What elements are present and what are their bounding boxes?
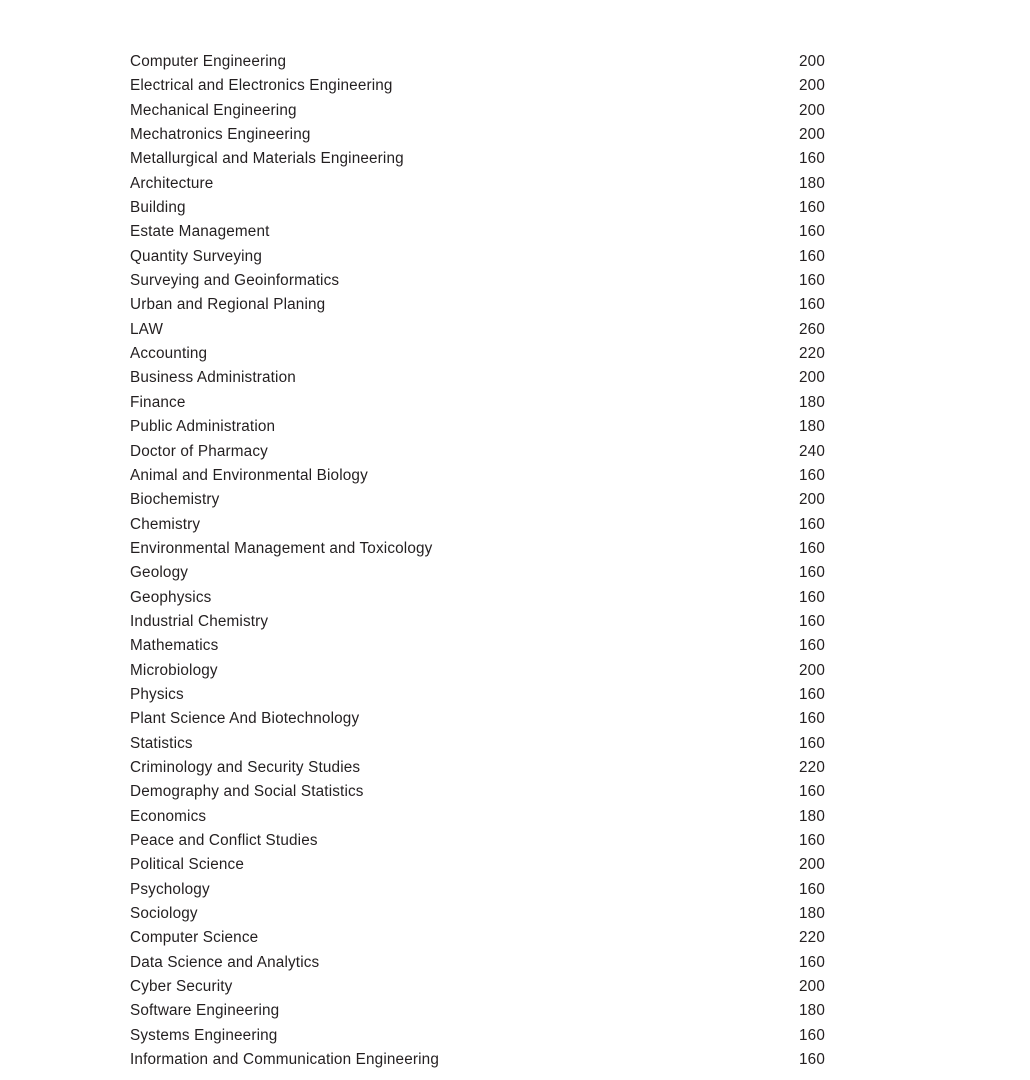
programme-name: Plant Science And Biotechnology xyxy=(130,710,360,728)
programme-name: Urban and Regional Planing xyxy=(130,296,326,314)
table-row xyxy=(130,513,825,537)
table-row xyxy=(130,440,825,464)
programme-name: Physics xyxy=(130,685,184,703)
table-row xyxy=(130,415,825,439)
programme-units: 260 xyxy=(799,320,825,338)
programme-name: Computer Engineering xyxy=(130,53,287,70)
table-row xyxy=(130,707,825,731)
table-row xyxy=(130,610,825,634)
table-row xyxy=(130,245,825,269)
programme-units: 160 xyxy=(799,953,825,971)
programme-name: Public Administration xyxy=(130,418,276,436)
table-row xyxy=(130,537,825,561)
programme-units: 160 xyxy=(799,710,825,728)
table-row xyxy=(130,123,825,147)
programme-name: Estate Management xyxy=(130,223,270,241)
table-row xyxy=(130,464,825,488)
programme-name: Mechanical Engineering xyxy=(130,101,297,119)
programme-units: 200 xyxy=(799,101,825,119)
programme-name: Microbiology xyxy=(130,661,218,679)
table-row xyxy=(130,829,825,853)
table-row xyxy=(130,732,825,756)
programme-units: 160 xyxy=(799,734,825,752)
programme-name: Accounting xyxy=(130,345,208,363)
programme-units: 160 xyxy=(799,515,825,533)
programme-name: Demography and Social Statistics xyxy=(130,783,364,801)
programme-name: Economics xyxy=(130,807,207,825)
programme-name: Surveying and Geoinformatics xyxy=(130,272,340,290)
programme-unit-list xyxy=(130,50,825,1072)
programme-name: Finance xyxy=(130,393,186,411)
table-row xyxy=(130,293,825,317)
programme-units: 200 xyxy=(799,77,825,95)
programme-name: Data Science and Analytics xyxy=(130,953,320,971)
programme-units: 160 xyxy=(799,783,825,801)
programme-name: Quantity Surveying xyxy=(130,247,262,265)
programme-units: 160 xyxy=(799,1051,825,1069)
table-row xyxy=(130,366,825,390)
programme-name: Environmental Management and Toxicology xyxy=(130,539,433,557)
programme-units: 160 xyxy=(799,588,825,606)
table-row xyxy=(130,951,825,975)
programme-name: Psychology xyxy=(130,880,210,898)
table-row xyxy=(130,391,825,415)
programme-units: 160 xyxy=(799,637,825,655)
programme-units: 200 xyxy=(799,661,825,679)
table-row xyxy=(130,975,825,999)
table-row xyxy=(130,659,825,683)
programme-name: Computer Science xyxy=(130,929,259,947)
programme-name: Mathematics xyxy=(130,637,219,655)
programme-units: 200 xyxy=(799,491,825,509)
programme-name: Criminology and Security Studies xyxy=(130,758,361,776)
programme-name: Peace and Conflict Studies xyxy=(130,832,318,849)
programme-name: Metallurgical and Materials Engineering xyxy=(130,150,404,168)
table-row xyxy=(130,488,825,512)
table-row xyxy=(130,1048,825,1072)
programme-units: 180 xyxy=(799,1002,825,1020)
programme-name: Systems Engineering xyxy=(130,1026,278,1044)
programme-name: Geophysics xyxy=(130,588,212,606)
programme-units: 180 xyxy=(799,905,825,923)
table-row xyxy=(130,586,825,610)
table-row xyxy=(130,634,825,658)
table-row xyxy=(130,999,825,1023)
table-row xyxy=(130,50,825,74)
programme-units: 160 xyxy=(799,466,825,484)
programme-name: Mechatronics Engineering xyxy=(130,126,311,144)
table-row xyxy=(130,878,825,902)
programme-name: Doctor of Pharmacy xyxy=(130,442,268,460)
programme-name: LAW xyxy=(130,320,164,338)
programme-name: Electrical and Electronics Engineering xyxy=(130,77,393,95)
programme-units: 160 xyxy=(799,539,825,557)
programme-units: 220 xyxy=(799,345,825,363)
table-row xyxy=(130,756,825,780)
programme-name: Business Administration xyxy=(130,369,296,387)
programme-units: 180 xyxy=(799,807,825,825)
programme-units: 220 xyxy=(799,929,825,947)
programme-units: 160 xyxy=(799,150,825,168)
table-row xyxy=(130,318,825,342)
programme-units: 160 xyxy=(799,296,825,314)
programme-name: Information and Communication Engineering xyxy=(130,1051,439,1069)
programme-units: 160 xyxy=(799,880,825,898)
programme-units: 200 xyxy=(799,126,825,144)
programme-units: 160 xyxy=(799,685,825,703)
programme-name: Animal and Environmental Biology xyxy=(130,466,368,484)
programme-name: Chemistry xyxy=(130,515,201,533)
programme-units: 240 xyxy=(799,442,825,460)
programme-units: 200 xyxy=(799,369,825,387)
programme-units: 200 xyxy=(799,978,825,996)
programme-name: Building xyxy=(130,199,186,217)
programme-name: Cyber Security xyxy=(130,978,233,996)
programme-name: Sociology xyxy=(130,905,198,923)
programme-units: 160 xyxy=(799,223,825,241)
table-row xyxy=(130,926,825,950)
table-row xyxy=(130,780,825,804)
programme-name: Software Engineering xyxy=(130,1002,280,1020)
programme-units: 180 xyxy=(799,418,825,436)
programme-name: Political Science xyxy=(130,856,244,874)
table-row xyxy=(130,172,825,196)
table-row xyxy=(130,853,825,877)
programme-units: 160 xyxy=(799,272,825,290)
programme-units: 180 xyxy=(799,174,825,192)
programme-units: 160 xyxy=(799,612,825,630)
programme-units: 160 xyxy=(799,832,825,849)
programme-units: 200 xyxy=(799,856,825,874)
table-row xyxy=(130,196,825,220)
programme-units: 160 xyxy=(799,564,825,582)
table-row xyxy=(130,902,825,926)
programme-name: Geology xyxy=(130,564,189,582)
table-row xyxy=(130,99,825,123)
programme-name: Architecture xyxy=(130,174,214,192)
programme-units: 200 xyxy=(799,53,825,70)
programme-units: 180 xyxy=(799,393,825,411)
programme-units: 160 xyxy=(799,1026,825,1044)
table-row xyxy=(130,269,825,293)
table-row xyxy=(130,342,825,366)
programme-name: Statistics xyxy=(130,734,193,752)
table-row xyxy=(130,1024,825,1048)
table-row xyxy=(130,805,825,829)
programme-name: Industrial Chemistry xyxy=(130,612,269,630)
programme-units: 160 xyxy=(799,247,825,265)
table-row xyxy=(130,220,825,244)
table-row xyxy=(130,147,825,171)
programme-units: 220 xyxy=(799,758,825,776)
programme-name: Biochemistry xyxy=(130,491,220,509)
table-row xyxy=(130,561,825,585)
table-row xyxy=(130,683,825,707)
programme-units: 160 xyxy=(799,199,825,217)
table-row xyxy=(130,74,825,98)
